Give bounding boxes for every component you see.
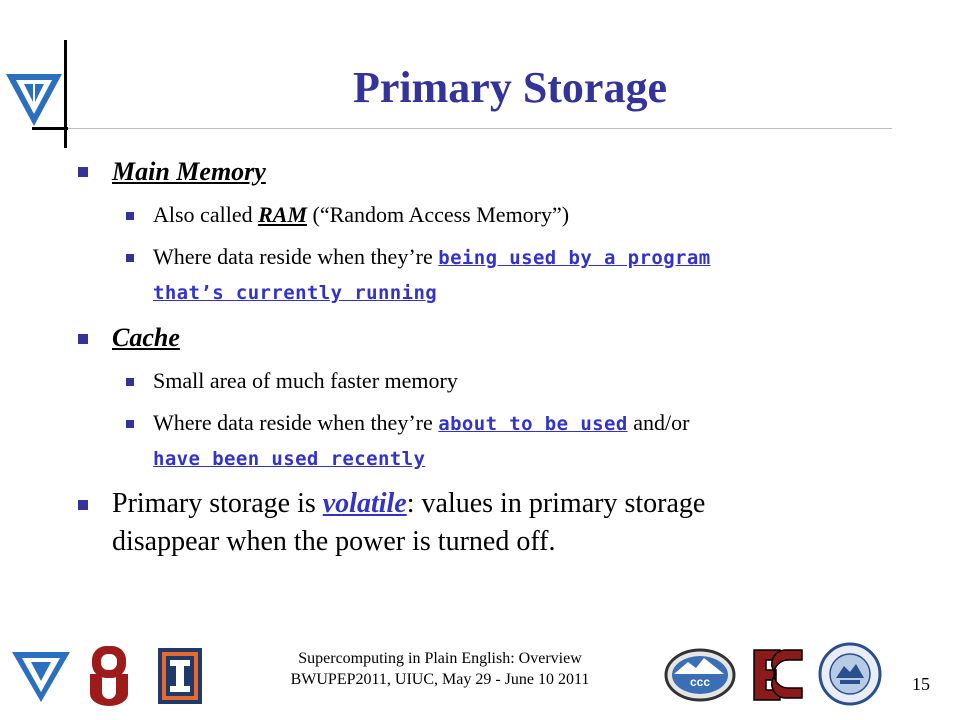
ccc-logo xyxy=(664,648,736,702)
ram-term: RAM xyxy=(258,202,308,227)
oscer-triangle-logo xyxy=(10,648,72,704)
earlham-logo xyxy=(752,646,804,704)
oscer-triangle-logo xyxy=(4,70,64,128)
text-span: Where data reside when they’re xyxy=(153,410,439,435)
ou-logo xyxy=(84,644,134,706)
text-span: and/or xyxy=(627,410,690,435)
title-horizontal-rule xyxy=(32,128,892,129)
volatile-line-1 xyxy=(112,485,852,523)
footer-text xyxy=(250,648,630,690)
sub-bullet-marker xyxy=(126,420,134,428)
text-span: Also called xyxy=(153,202,259,227)
highlight-text: about to be used xyxy=(438,413,628,435)
cache-item-2 xyxy=(153,406,853,441)
bullet-marker xyxy=(78,334,88,344)
sub-bullet-marker xyxy=(126,254,134,262)
slide-title: Primary Storage xyxy=(353,63,667,112)
text-span: : values in primary storage xyxy=(406,488,706,519)
illinois-logo xyxy=(158,648,202,704)
text-span: (“Random Access Memory”) xyxy=(307,202,570,227)
highlight-text: that’s currently running xyxy=(153,282,438,304)
volatile-term: volatile xyxy=(322,488,407,519)
sub-bullet-marker xyxy=(126,378,134,386)
cache-heading: Cache xyxy=(112,323,180,352)
volatile-line-2: disappear when the power is turned off. xyxy=(112,526,556,557)
cache-item-1: Small area of much faster memory xyxy=(153,368,458,393)
title-vertical-rule xyxy=(64,40,67,148)
main-memory-heading: Main Memory xyxy=(112,157,266,186)
university-seal xyxy=(818,642,882,706)
footer-line-2: BWUPEP2011, UIUC, May 29 - June 10 2011 xyxy=(290,671,590,688)
main-memory-item-2 xyxy=(153,240,853,275)
footer-line-1: Supercomputing in Plain English: Overview xyxy=(298,650,582,667)
highlight-text: being used by a program xyxy=(438,247,711,269)
bullet-marker xyxy=(78,500,88,510)
sub-bullet-marker xyxy=(126,212,134,220)
highlight-text: have been used recently xyxy=(153,448,426,470)
bullet-marker xyxy=(78,167,88,177)
svg-text:ccc: ccc xyxy=(689,675,711,689)
cache-item-2-cont xyxy=(153,441,853,476)
main-memory-item-2-cont xyxy=(153,275,853,310)
page-number: 15 xyxy=(912,674,930,694)
main-memory-item-1 xyxy=(153,198,853,232)
text-span: Primary storage is xyxy=(112,488,323,519)
text-span: Where data reside when they’re xyxy=(153,244,439,269)
